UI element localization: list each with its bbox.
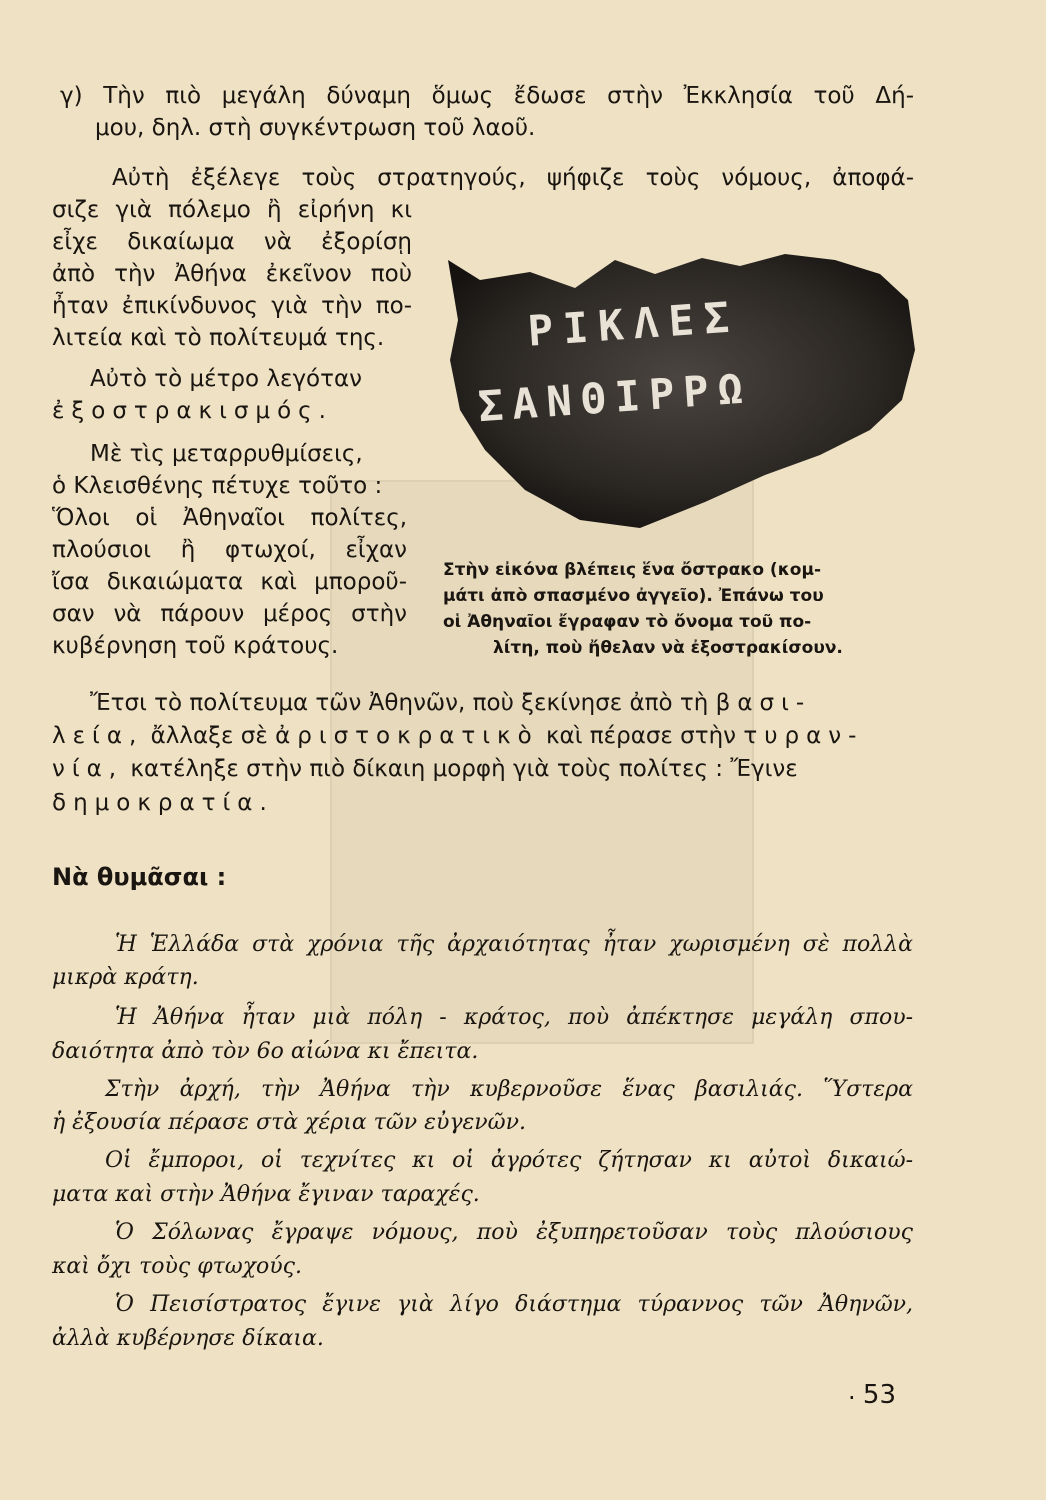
section-g-line-2: μου, δηλ. στὴ συγκέντρωση τοῦ λαοῦ.	[95, 115, 536, 141]
para3-line-5: ἴσα δικαιώματα καὶ μποροῦ-	[52, 569, 407, 595]
term-tyranny-end: νία,	[52, 756, 124, 782]
section-g-line-1: γ) Τὴν πιὸ μεγάλη δύναμη ὅμως ἔδωσε στὴν Ἐκκλησία τοῦ Δή-	[60, 83, 914, 109]
para3-line-7: κυβέρνηση τοῦ κράτους.	[52, 633, 339, 659]
remember-item-3-line-2: ἡ ἐξουσία πέρασε στὰ χέρια τῶν εὐγενῶν.	[52, 1110, 526, 1135]
para3-line-6: σαν νὰ πάρουν μέρος στὴν	[52, 601, 407, 627]
para1-line-6: λιτεία καὶ τὸ πολίτευμά της.	[52, 325, 385, 351]
para1-line-5: ἦταν ἐπικίνδυνος γιὰ τὴν πο-	[52, 293, 412, 319]
caption-line-3: οἱ Ἀθηναῖοι ἔγραφαν τὸ ὄνομα τοῦ πο-	[443, 612, 812, 632]
para4-line-3-text: κατέληξε στὴν πιὸ δίκαιη μορφὴ γιὰ τοὺς πολίτες : Ἔγινε	[130, 756, 798, 782]
para4-line-2-text-a: ἄλλαξε σὲ	[150, 723, 268, 749]
term-democracy: δημοκρατία.	[52, 790, 274, 816]
para4-line-2	[52, 721, 863, 751]
para1-line-1: Αὐτὴ ἐξέλεγε τοὺς στρατηγούς, ψήφιζε τοὺς νόμους, ἀποφά-	[112, 165, 914, 191]
remember-item-6-line-1: Ὁ Πεισίστρατος ἔγινε γιὰ λίγο διάστημα τύραννος τῶν Ἀθηνῶν,	[115, 1292, 913, 1317]
caption-line-2: μάτι ἀπὸ σπασμένο ἀγγεῖο). Ἐπάνω του	[443, 586, 824, 606]
remember-item-4-line-1: Οἱ ἔμποροι, οἱ τεχνίτες κι οἱ ἀγρότες ζήτησαν κι αὐτοὶ δικαιώ-	[105, 1148, 913, 1173]
para4-line-3	[52, 754, 798, 784]
term-tyranny: τυραν-	[743, 723, 864, 749]
inscription-line-2: ΣΑΝΘΙΡΡΩ	[476, 363, 754, 432]
page-number-dot: ·	[848, 1384, 856, 1412]
term-aristocratic: ἀριστοκρατικὸ	[275, 723, 539, 749]
remember-item-3-line-1: Στὴν ἀρχή, τὴν Ἀθήνα τὴν κυβερνοῦσε ἕνας βασιλιάς. Ὕστερα	[105, 1077, 913, 1102]
remember-item-1-line-2: μικρὰ κράτη.	[52, 965, 199, 990]
remember-heading: Νὰ θυμᾶσαι :	[52, 863, 227, 891]
page-number: 53	[862, 1380, 896, 1410]
remember-item-2-line-1: Ἡ Ἀθήνα ἦταν μιὰ πόλη - κράτος, ποὺ ἀπέκτησε μεγάλη σπου-	[115, 1005, 913, 1030]
remember-item-2-line-2: δαιότητα ἀπὸ τὸν 6ο αἰώνα κι ἔπειτα.	[52, 1039, 479, 1064]
term-monarchy: βασι-	[715, 690, 812, 716]
para4-line-1	[90, 688, 811, 718]
term-monarchy-end: λεία,	[52, 723, 144, 749]
para3-line-4: πλούσιοι ἢ φτωχοί, εἶχαν	[52, 537, 407, 563]
remember-item-5-line-2: καὶ ὄχι τοὺς φτωχούς.	[52, 1254, 302, 1279]
para1-line-4: ἀπὸ τὴν Ἀθήνα ἐκεῖνον ποὺ	[52, 261, 412, 287]
para4-line-1-text: Ἔτσι τὸ πολίτευμα τῶν Ἀθηνῶν, ποὺ ξεκίνησε ἀπὸ τὴ	[90, 690, 709, 716]
para1-line-3: εἶχε δικαίωμα νὰ ἐξορίσῃ	[52, 229, 412, 255]
para2-term-ostracism: ἐξοστρακισμός.	[52, 398, 333, 424]
remember-item-5-line-1: Ὁ Σόλωνας ἔγραψε νόμους, ποὺ ἐξυπηρετοῦσαν τοὺς πλούσιους	[115, 1220, 913, 1245]
para4-line-2-text-b: καὶ πέρασε στὴν	[546, 723, 737, 749]
remember-item-6-line-2: ἀλλὰ κυβέρνησε δίκαια.	[52, 1326, 324, 1351]
caption-line-1: Στὴν εἰκόνα βλέπεις ἕνα ὄστρακο (κομ-	[443, 560, 822, 580]
inscription-line-1: ΡΙΚΛΕΣ	[526, 292, 741, 356]
caption-line-4: λίτη, ποὺ ἤθελαν νὰ ἐξοστρακίσουν.	[493, 638, 843, 658]
remember-item-4-line-2: ματα καὶ στὴν Ἀθήνα ἔγιναν ταραχές.	[52, 1182, 480, 1207]
ostrakon-photo	[440, 240, 920, 540]
para2-line-1: Αὐτὸ τὸ μέτρο λεγόταν	[90, 366, 362, 392]
para1-line-2: σιζε γιὰ πόλεμο ἢ εἰρήνη κι	[52, 197, 412, 223]
para3-line-1: Μὲ τὶς μεταρρυθμίσεις,	[90, 441, 363, 467]
remember-item-1-line-1: Ἡ Ἑλλάδα στὰ χρόνια τῆς ἀρχαιότητας ἦταν χωρισμένη σὲ πολλὰ	[115, 932, 913, 957]
para3-line-3: Ὅλοι οἱ Ἀθηναῖοι πολίτες,	[52, 505, 407, 531]
para3-line-2: ὁ Κλεισθένης πέτυχε τοῦτο :	[52, 473, 383, 499]
